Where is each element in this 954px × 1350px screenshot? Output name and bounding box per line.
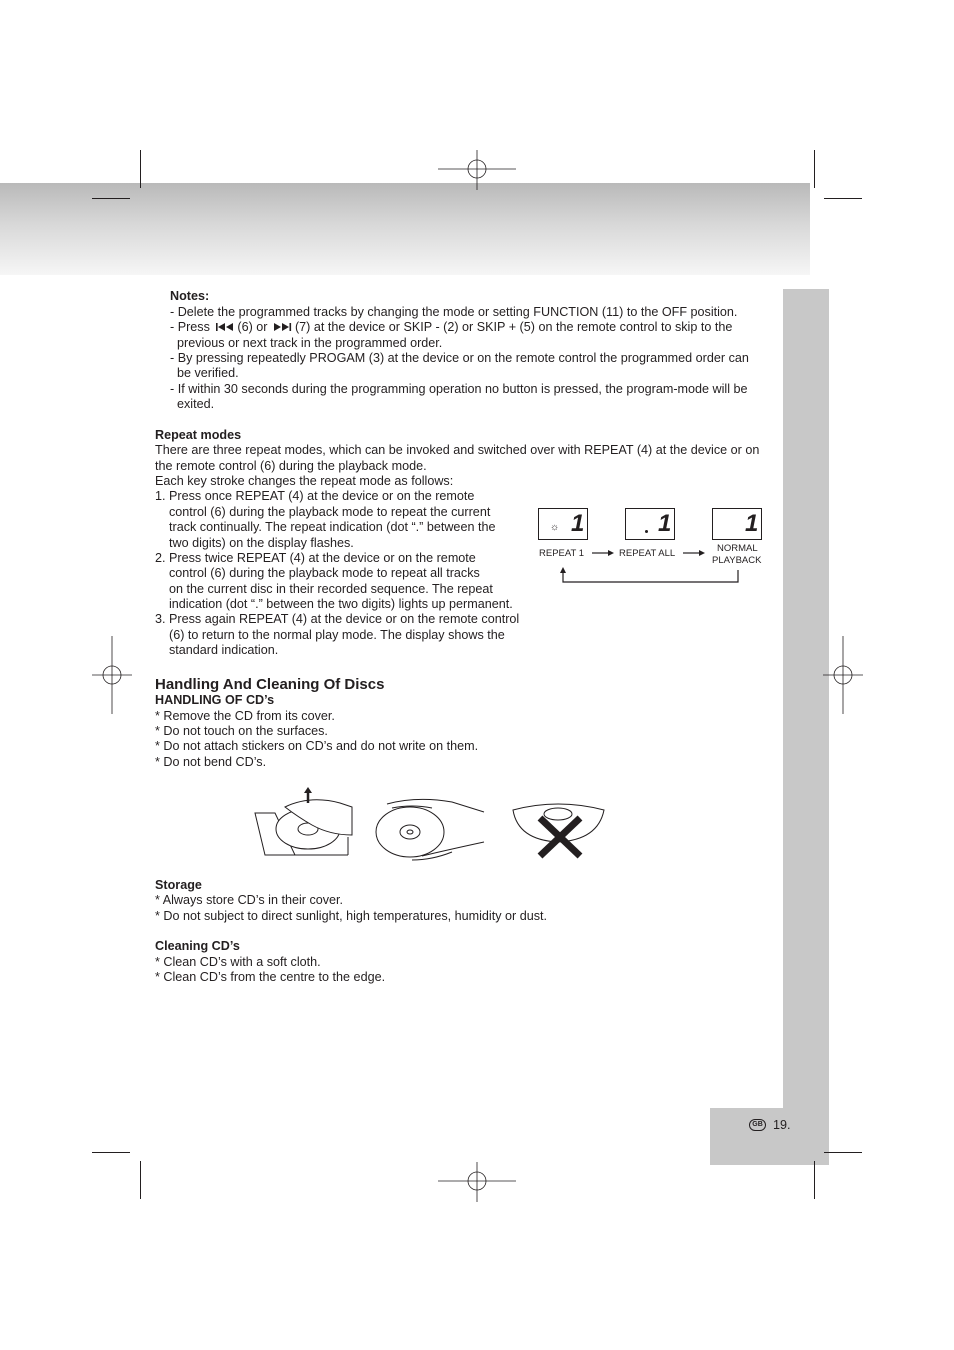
note-press-prefix: - Press xyxy=(170,320,210,334)
registration-mark-left xyxy=(92,636,132,714)
repeat-step: 1. Press once REPEAT (4) at the device or on the remote xyxy=(155,489,475,503)
crop-mark xyxy=(140,1161,141,1199)
note-line: - Delete the programmed tracks by changing the mode or setting FUNCTION (11) to the OFF position. xyxy=(170,305,738,319)
do-not-bend-illustration xyxy=(510,800,608,862)
display-repeat-1 xyxy=(538,508,588,540)
cd-removal-illustration xyxy=(250,785,360,860)
repeat-step: 3. Press again REPEAT (4) at the device or on the remote control xyxy=(155,612,520,626)
crop-mark xyxy=(92,1152,130,1153)
notes-heading: Notes: xyxy=(170,289,210,303)
note-press-rest: (7) at the device or SKIP - (2) or SKIP + (5) on the remote control to skip to the xyxy=(294,320,733,334)
crop-mark xyxy=(92,198,130,199)
registration-mark-right xyxy=(823,636,863,714)
repeat-step: two digits) on the display flashes. xyxy=(169,536,354,550)
cleaning-item: * Clean CD’s from the centre to the edge. xyxy=(155,970,386,984)
storage-item: * Do not subject to direct sunlight, high temperatures, humidity or dust. xyxy=(155,909,548,923)
handling-subheading: HANDLING OF CD’s xyxy=(155,693,275,707)
repeat-intro: There are three repeat modes, which can be invoked and switched over with REPEAT (4) at the device or on xyxy=(155,443,760,457)
flash-dot-icon: ☼ xyxy=(550,522,560,533)
storage-item: * Always store CD’s in their cover. xyxy=(155,893,344,907)
handling-item: * Do not bend CD’s. xyxy=(155,755,267,769)
note-line: - By pressing repeatedly PROGAM (3) at the device or on the remote control the programmed order can xyxy=(170,351,749,365)
label-normal: NORMAL xyxy=(717,543,758,554)
cleaning-heading: Cleaning CD’s xyxy=(155,939,240,953)
handling-item: * Do not attach stickers on CD’s and do not write on them. xyxy=(155,739,479,753)
label-repeat-all: REPEAT ALL xyxy=(619,548,676,559)
dot-indicator xyxy=(645,530,648,533)
registration-mark-bottom xyxy=(438,1162,516,1202)
repeat-heading: Repeat modes xyxy=(155,428,242,442)
repeat-step: track continually. The repeat indication (dot “.” between the xyxy=(169,520,496,534)
repeat-step: control (6) during the playback mode to repeat the current xyxy=(169,505,491,519)
note-press-mid: (6) or xyxy=(237,320,268,334)
note-line: previous or next track in the programmed order. xyxy=(177,336,443,350)
section-title: Handling And Cleaning Of Discs xyxy=(155,676,385,693)
display-digit: 1 xyxy=(658,510,672,537)
page-number-box xyxy=(710,1108,829,1165)
crop-mark xyxy=(814,1161,815,1199)
skip-forward-icon xyxy=(273,322,293,332)
crop-mark xyxy=(140,150,141,188)
storage-heading: Storage xyxy=(155,878,202,892)
repeat-cycle-arrows xyxy=(556,545,756,587)
repeat-step: indication (dot “.” between the two digits) lights up permanent. xyxy=(169,597,513,611)
repeat-step: 2. Press twice REPEAT (4) at the device or on the remote xyxy=(155,551,476,565)
label-repeat-1: REPEAT 1 xyxy=(539,548,585,559)
display-digit: 1 xyxy=(745,510,759,537)
header-band xyxy=(0,183,810,275)
repeat-step: (6) to return to the normal play mode. The display shows the xyxy=(169,628,505,642)
note-line-press xyxy=(170,320,732,335)
label-playback: PLAYBACK xyxy=(712,555,762,566)
cd-hold-illustration xyxy=(372,790,487,865)
crop-mark xyxy=(824,1152,862,1153)
page-number: 19. xyxy=(773,1118,791,1132)
repeat-intro: the remote control (6) during the playback mode. xyxy=(155,459,427,473)
note-line: - If within 30 seconds during the programming operation no button is pressed, the program-mode will be xyxy=(170,382,748,396)
handling-item: * Do not touch on the surfaces. xyxy=(155,724,328,738)
repeat-step: standard indication. xyxy=(169,643,279,657)
cleaning-item: * Clean CD’s with a soft cloth. xyxy=(155,955,321,969)
repeat-intro: Each key stroke changes the repeat mode as follows: xyxy=(155,474,454,488)
note-line: be verified. xyxy=(177,366,239,380)
skip-back-icon xyxy=(215,322,235,332)
repeat-step: control (6) during the playback mode to repeat all tracks xyxy=(169,566,480,580)
display-normal xyxy=(712,508,762,540)
handling-item: * Remove the CD from its cover. xyxy=(155,709,335,723)
registration-mark-top xyxy=(438,150,516,190)
note-line: exited. xyxy=(177,397,215,411)
crop-mark xyxy=(814,150,815,188)
repeat-step: on the current disc in their recorded sequence. The repeat xyxy=(169,582,493,596)
display-digit: 1 xyxy=(571,510,585,537)
gb-badge: GB xyxy=(749,1119,766,1131)
display-repeat-all xyxy=(625,508,675,540)
crop-mark xyxy=(824,198,862,199)
